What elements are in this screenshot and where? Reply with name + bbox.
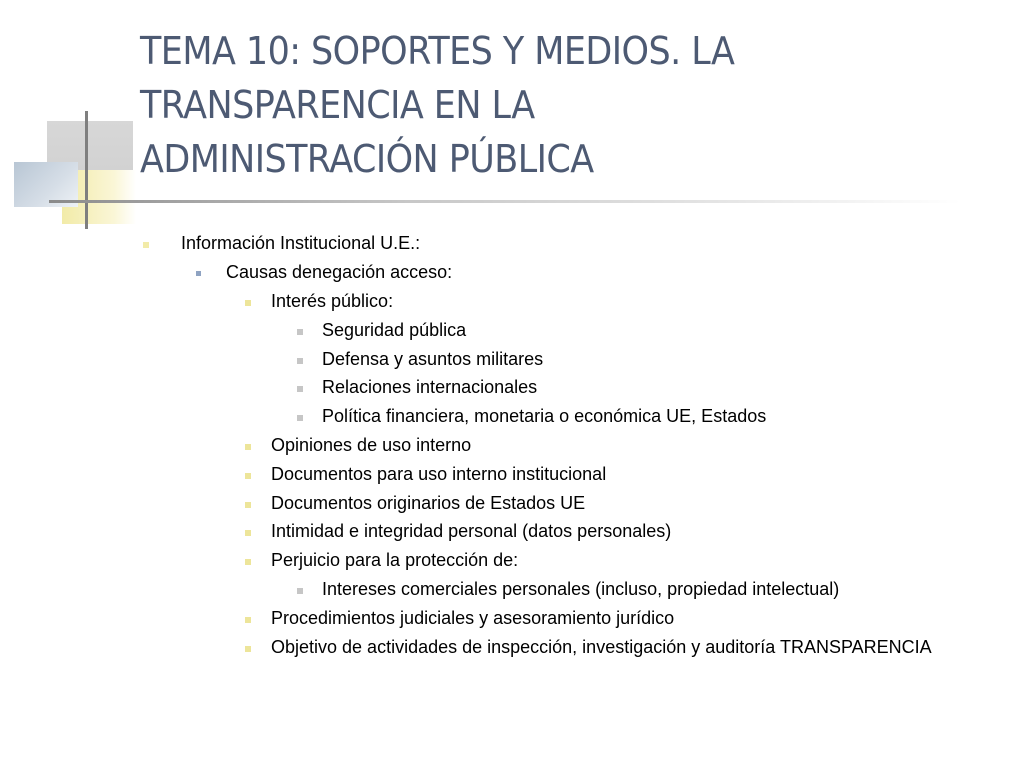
list-item-text: Perjuicio para la protección de: bbox=[271, 550, 519, 570]
list-item-text: Objetivo de actividades de inspección, investigación y auditoría TRANSPARENCIA bbox=[271, 637, 932, 657]
list-item-text: Información Institucional U.E.: bbox=[181, 233, 421, 253]
bullet-square-icon bbox=[245, 530, 251, 536]
list-item-text: Documentos originarios de Estados UE bbox=[271, 493, 586, 513]
bullet-square-icon bbox=[245, 300, 251, 306]
list-item-text: Documentos para uso interno institucional bbox=[271, 464, 607, 484]
decorative-vertical-line bbox=[85, 111, 88, 229]
bullet-square-icon bbox=[245, 559, 251, 565]
slide-title bbox=[140, 24, 913, 186]
list-item-text: Opiniones de uso interno bbox=[271, 435, 472, 455]
bullet-square-icon bbox=[245, 617, 251, 623]
bullet-square-icon bbox=[297, 588, 303, 594]
list-item-text: Intimidad e integridad personal (datos personales) bbox=[271, 521, 672, 541]
bullet-square-icon bbox=[196, 271, 201, 276]
bullet-square-icon bbox=[297, 415, 303, 421]
list-item-text: Interés público: bbox=[271, 291, 394, 311]
title-line-2: TRANSPARENCIA EN LA bbox=[140, 83, 535, 127]
list-item-text: Defensa y asuntos militares bbox=[322, 349, 544, 369]
list-item-text: Causas denegación acceso: bbox=[226, 262, 453, 282]
bullet-square-icon bbox=[143, 242, 149, 248]
list-item-text: Procedimientos judiciales y asesoramiento jurídico bbox=[271, 608, 675, 628]
list-item-text: Relaciones internacionales bbox=[322, 377, 538, 397]
title-line-1: TEMA 10: SOPORTES Y MEDIOS. LA bbox=[140, 29, 735, 73]
title-line-3: ADMINISTRACIÓN PÚBLICA bbox=[140, 137, 594, 181]
bullet-square-icon bbox=[245, 502, 251, 508]
list-item-text: Seguridad pública bbox=[322, 320, 467, 340]
bullet-square-icon bbox=[245, 444, 251, 450]
list-item-text: Política financiera, monetaria o económica UE, Estados bbox=[322, 406, 767, 426]
bullet-square-icon bbox=[245, 473, 251, 479]
bullet-square-icon bbox=[245, 646, 251, 652]
bullet-square-icon bbox=[297, 358, 303, 364]
bullet-square-icon bbox=[297, 386, 303, 392]
title-divider-line bbox=[49, 200, 961, 203]
bullet-square-icon bbox=[297, 329, 303, 335]
list-item-text: Intereses comerciales personales (incluso, propiedad intelectual) bbox=[322, 579, 840, 599]
